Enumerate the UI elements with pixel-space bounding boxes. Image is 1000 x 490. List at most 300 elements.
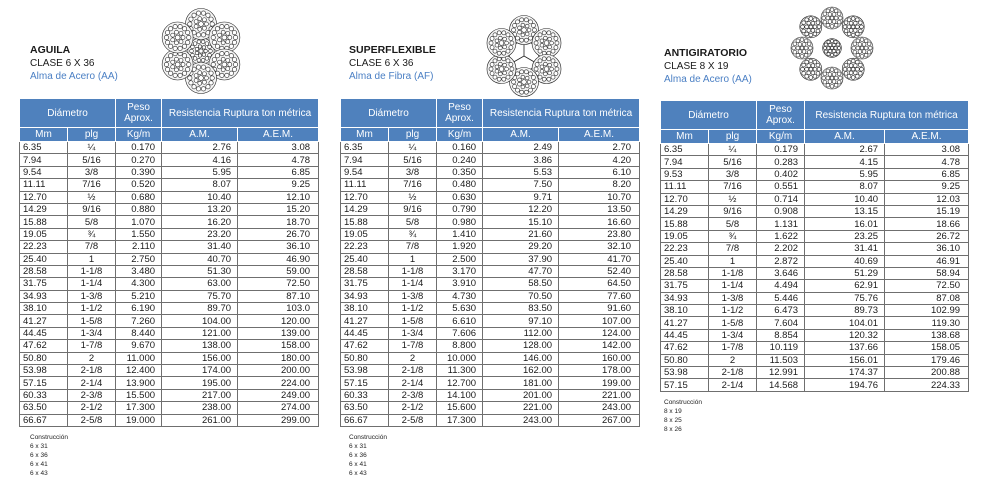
aem-cell: 107.00 [559, 315, 640, 327]
aem-cell: 87.08 [885, 292, 969, 304]
kgm-cell: 5.446 [757, 292, 805, 304]
construction-line: 6 x 31 [349, 443, 367, 450]
mm-cell: 14.29 [20, 203, 68, 215]
am-cell: 75.70 [162, 290, 238, 302]
am-cell: 162.00 [483, 365, 559, 377]
table-row [20, 253, 319, 265]
table-row [661, 255, 969, 267]
plg-cell: 1-3/8 [709, 292, 757, 304]
aem-cell: 36.10 [885, 243, 969, 255]
mm-cell: 11.11 [661, 181, 709, 193]
plg-cell: 1-1/2 [389, 303, 437, 315]
resistencia-header: Resistencia Ruptura ton métrica [483, 99, 640, 128]
table-row [341, 365, 640, 377]
am-cell: 174.37 [805, 367, 885, 379]
mm-cell: 9.54 [20, 166, 68, 178]
product-core: Alma de Acero (AA) [30, 71, 118, 82]
product-class: CLASE 6 X 36 [349, 58, 414, 69]
aem-cell: 124.00 [559, 327, 640, 339]
table-row [20, 303, 319, 315]
table-row [20, 166, 319, 178]
table-row [341, 352, 640, 364]
table-row [20, 389, 319, 401]
table-row [661, 156, 969, 168]
aem-cell: 119.30 [885, 317, 969, 329]
kgm-cell: 0.390 [116, 166, 162, 178]
am-cell: 195.00 [162, 377, 238, 389]
mm-cell: 66.67 [20, 414, 68, 426]
plg-cell: 9/16 [389, 203, 437, 215]
am-cell: 23.25 [805, 230, 885, 242]
mm-cell: 34.93 [661, 292, 709, 304]
table-row [20, 241, 319, 253]
table-row [341, 340, 640, 352]
table-row [341, 241, 640, 253]
aem-cell: 3.08 [238, 142, 319, 154]
table-row [20, 414, 319, 426]
table-row [341, 191, 640, 203]
kgm-cell: 14.568 [757, 379, 805, 391]
mm-header: Mm [661, 130, 709, 144]
aem-cell: 58.94 [885, 267, 969, 279]
mm-cell: 53.98 [20, 365, 68, 377]
table-row [20, 402, 319, 414]
kgm-cell: 2.202 [757, 243, 805, 255]
table-row [661, 218, 969, 230]
aem-cell: 139.00 [238, 327, 319, 339]
kgm-cell: 2.750 [116, 253, 162, 265]
aem-cell: 120.00 [238, 315, 319, 327]
am-cell: 51.30 [162, 265, 238, 277]
plg-cell: 1-3/8 [389, 290, 437, 302]
mm-cell: 50.80 [661, 354, 709, 366]
am-cell: 104.00 [162, 315, 238, 327]
aem-cell: 13.50 [559, 203, 640, 215]
table-row [20, 191, 319, 203]
aem-header: A.E.M. [559, 128, 640, 142]
plg-cell: 1-1/2 [709, 305, 757, 317]
aem-cell: 102.99 [885, 305, 969, 317]
am-cell: 146.00 [483, 352, 559, 364]
plg-cell: ¾ [68, 228, 116, 240]
table-row [20, 154, 319, 166]
aem-cell: 199.00 [559, 377, 640, 389]
plg-cell: 1-5/8 [709, 317, 757, 329]
mm-cell: 34.93 [341, 290, 389, 302]
table-row [661, 193, 969, 205]
plg-cell: ¾ [389, 228, 437, 240]
am-cell: 121.00 [162, 327, 238, 339]
plg-cell: 2-1/4 [68, 377, 116, 389]
table-row [341, 265, 640, 277]
aem-cell: 200.88 [885, 367, 969, 379]
plg-cell: 7/8 [709, 243, 757, 255]
plg-cell: 1-1/8 [68, 265, 116, 277]
am-cell: 70.50 [483, 290, 559, 302]
mm-cell: 9.53 [661, 168, 709, 180]
plg-cell: 1-7/8 [68, 340, 116, 352]
table-subheader-row [661, 130, 969, 144]
aem-cell: 32.10 [559, 241, 640, 253]
table-subheader-row [20, 128, 319, 142]
plg-cell: 2-1/2 [389, 402, 437, 414]
kgm-cell: 12.991 [757, 367, 805, 379]
plg-cell: ¾ [709, 230, 757, 242]
mm-cell: 31.75 [20, 278, 68, 290]
aem-cell: 41.70 [559, 253, 640, 265]
am-cell: 63.00 [162, 278, 238, 290]
am-cell: 201.00 [483, 389, 559, 401]
am-header: A.M. [805, 130, 885, 144]
am-cell: 97.10 [483, 315, 559, 327]
product-class: CLASE 6 X 36 [30, 58, 95, 69]
kgm-cell: 15.600 [437, 402, 483, 414]
table-row [341, 414, 640, 426]
table-row [341, 216, 640, 228]
aem-cell: 12.10 [238, 191, 319, 203]
diametro-header: Diámetro [341, 99, 437, 128]
mm-cell: 11.11 [20, 179, 68, 191]
mm-cell: 57.15 [20, 377, 68, 389]
table-row [20, 228, 319, 240]
kgm-cell: 1.550 [116, 228, 162, 240]
plg-cell: 2-3/8 [68, 389, 116, 401]
mm-cell: 47.62 [661, 342, 709, 354]
kgm-cell: 17.300 [116, 402, 162, 414]
plg-cell: 2-1/8 [709, 367, 757, 379]
mm-cell: 25.40 [661, 255, 709, 267]
plg-cell: 5/16 [709, 156, 757, 168]
aem-cell: 72.50 [238, 278, 319, 290]
kgm-cell: 0.790 [437, 203, 483, 215]
table-row [20, 315, 319, 327]
am-cell: 2.49 [483, 142, 559, 154]
plg-cell: 5/16 [389, 154, 437, 166]
aem-cell: 77.60 [559, 290, 640, 302]
aem-header: A.E.M. [238, 128, 319, 142]
am-cell: 128.00 [483, 340, 559, 352]
table-row [341, 402, 640, 414]
aem-cell: 249.00 [238, 389, 319, 401]
aem-cell: 9.25 [885, 181, 969, 193]
mm-cell: 44.45 [341, 327, 389, 339]
kgm-cell: 0.402 [757, 168, 805, 180]
aem-cell: 180.00 [238, 352, 319, 364]
plg-cell: 2 [389, 352, 437, 364]
kgm-cell: 5.210 [116, 290, 162, 302]
kgm-cell: 1.131 [757, 218, 805, 230]
kgm-cell: 0.908 [757, 205, 805, 217]
am-cell: 5.95 [805, 168, 885, 180]
kgm-cell: 1.622 [757, 230, 805, 242]
antigiratorio-construction-note [664, 398, 702, 434]
plg-cell: 1-5/8 [68, 315, 116, 327]
plg-cell: 7/8 [389, 241, 437, 253]
am-cell: 9.71 [483, 191, 559, 203]
aem-cell: 221.00 [559, 389, 640, 401]
kgm-cell: 0.283 [757, 156, 805, 168]
kgm-cell: 0.680 [116, 191, 162, 203]
am-header: A.M. [162, 128, 238, 142]
plg-header: plg [709, 130, 757, 144]
am-cell: 137.66 [805, 342, 885, 354]
resistencia-header: Resistencia Ruptura ton métrica [805, 101, 969, 130]
mm-cell: 47.62 [341, 340, 389, 352]
mm-cell: 60.33 [20, 389, 68, 401]
am-cell: 4.16 [162, 154, 238, 166]
product-core: Alma de Acero (AA) [664, 74, 752, 85]
am-cell: 156.01 [805, 354, 885, 366]
kgm-cell: 3.910 [437, 278, 483, 290]
mm-cell: 57.15 [661, 379, 709, 391]
kgm-cell: 8.440 [116, 327, 162, 339]
table-row [661, 342, 969, 354]
kgm-cell: 1.410 [437, 228, 483, 240]
am-cell: 16.20 [162, 216, 238, 228]
am-cell: 7.50 [483, 179, 559, 191]
aguila-table [19, 98, 319, 427]
am-cell: 194.76 [805, 379, 885, 391]
table-row [341, 142, 640, 154]
am-cell: 21.60 [483, 228, 559, 240]
am-cell: 8.07 [805, 181, 885, 193]
am-cell: 23.20 [162, 228, 238, 240]
aem-cell: 15.20 [238, 203, 319, 215]
mm-cell: 34.93 [20, 290, 68, 302]
mm-cell: 44.45 [20, 327, 68, 339]
mm-cell: 15.88 [341, 216, 389, 228]
table-row [661, 168, 969, 180]
kgm-cell: 8.800 [437, 340, 483, 352]
am-cell: 120.32 [805, 329, 885, 341]
mm-cell: 53.98 [341, 365, 389, 377]
am-cell: 221.00 [483, 402, 559, 414]
plg-cell: 2-5/8 [68, 414, 116, 426]
kgm-cell: 2.872 [757, 255, 805, 267]
am-cell: 29.20 [483, 241, 559, 253]
table-row [661, 144, 969, 156]
am-cell: 89.70 [162, 303, 238, 315]
aem-cell: 4.78 [238, 154, 319, 166]
plg-cell: 1 [389, 253, 437, 265]
aem-cell: 138.68 [885, 329, 969, 341]
plg-cell: 5/8 [68, 216, 116, 228]
plg-cell: 1-1/4 [68, 278, 116, 290]
plg-cell: 5/16 [68, 154, 116, 166]
am-cell: 83.50 [483, 303, 559, 315]
am-cell: 8.07 [162, 179, 238, 191]
plg-cell: ¼ [389, 142, 437, 154]
am-cell: 217.00 [162, 389, 238, 401]
aem-cell: 2.70 [559, 142, 640, 154]
product-name: SUPERFLEXIBLE [349, 44, 436, 56]
kgm-cell: 6.473 [757, 305, 805, 317]
table-row [20, 377, 319, 389]
aem-cell: 46.91 [885, 255, 969, 267]
construction-line: Construcción [349, 434, 387, 441]
kgm-cell: 2.110 [116, 241, 162, 253]
plg-cell: 9/16 [709, 205, 757, 217]
aem-cell: 16.60 [559, 216, 640, 228]
mm-cell: 31.75 [661, 280, 709, 292]
kgm-cell: 17.300 [437, 414, 483, 426]
am-cell: 89.73 [805, 305, 885, 317]
mm-cell: 6.35 [341, 142, 389, 154]
am-cell: 16.01 [805, 218, 885, 230]
aguila-construction-note [30, 433, 68, 478]
mm-cell: 41.27 [20, 315, 68, 327]
table-row [661, 280, 969, 292]
aem-cell: 52.40 [559, 265, 640, 277]
mm-cell: 7.94 [20, 154, 68, 166]
plg-cell: 1-1/2 [68, 303, 116, 315]
construction-line: Construcción [30, 434, 68, 441]
mm-cell: 63.50 [20, 402, 68, 414]
kgm-cell: 0.630 [437, 191, 483, 203]
kgm-cell: 0.714 [757, 193, 805, 205]
rope-6x36-fiber-core-icon [478, 14, 570, 98]
mm-cell: 57.15 [341, 377, 389, 389]
aem-cell: 103.0 [238, 303, 319, 315]
kgm-cell: 5.630 [437, 303, 483, 315]
plg-cell: 1-1/8 [389, 265, 437, 277]
mm-cell: 22.23 [661, 243, 709, 255]
aem-cell: 87.10 [238, 290, 319, 302]
table-row [341, 166, 640, 178]
am-cell: 2.76 [162, 142, 238, 154]
kgm-cell: 2.500 [437, 253, 483, 265]
plg-cell: 2-5/8 [389, 414, 437, 426]
mm-cell: 25.40 [341, 253, 389, 265]
kgm-cell: 3.646 [757, 267, 805, 279]
table-row [341, 179, 640, 191]
mm-cell: 12.70 [20, 191, 68, 203]
diametro-header: Diámetro [661, 101, 757, 130]
mm-cell: 25.40 [20, 253, 68, 265]
am-cell: 12.20 [483, 203, 559, 215]
am-cell: 40.69 [805, 255, 885, 267]
mm-header: Mm [341, 128, 389, 142]
kgm-cell: 0.160 [437, 142, 483, 154]
am-cell: 10.40 [162, 191, 238, 203]
mm-cell: 60.33 [341, 389, 389, 401]
am-cell: 3.86 [483, 154, 559, 166]
table-row [341, 315, 640, 327]
construction-line: 6 x 43 [30, 470, 48, 477]
plg-cell: 2 [709, 354, 757, 366]
kgm-cell: 11.300 [437, 365, 483, 377]
am-cell: 31.40 [162, 241, 238, 253]
mm-cell: 14.29 [661, 205, 709, 217]
mm-cell: 28.58 [661, 267, 709, 279]
plg-cell: 2 [68, 352, 116, 364]
table-row [661, 329, 969, 341]
kgm-cell: 0.350 [437, 166, 483, 178]
mm-cell: 6.35 [661, 144, 709, 156]
product-class: CLASE 8 X 19 [664, 61, 729, 72]
plg-cell: 3/8 [709, 168, 757, 180]
mm-cell: 41.27 [661, 317, 709, 329]
aem-cell: 12.03 [885, 193, 969, 205]
plg-cell: 9/16 [68, 203, 116, 215]
aem-cell: 18.66 [885, 218, 969, 230]
table-row [341, 377, 640, 389]
mm-cell: 47.62 [20, 340, 68, 352]
aem-cell: 178.00 [559, 365, 640, 377]
aem-cell: 10.70 [559, 191, 640, 203]
kgm-cell: 7.260 [116, 315, 162, 327]
product-name: AGUILA [30, 44, 71, 56]
kgm-cell: 0.551 [757, 181, 805, 193]
mm-cell: 38.10 [661, 305, 709, 317]
resistencia-header: Resistencia Ruptura ton métrica [162, 99, 319, 128]
table-header-row [341, 99, 640, 128]
am-cell: 10.40 [805, 193, 885, 205]
am-cell: 58.50 [483, 278, 559, 290]
table-row [341, 327, 640, 339]
plg-cell: 2-1/4 [389, 377, 437, 389]
mm-cell: 50.80 [341, 352, 389, 364]
aem-cell: 142.00 [559, 340, 640, 352]
plg-cell: 1-1/4 [709, 280, 757, 292]
plg-cell: 7/16 [68, 179, 116, 191]
kgm-cell: 4.494 [757, 280, 805, 292]
kgm-cell: 0.240 [437, 154, 483, 166]
aem-cell: 36.10 [238, 241, 319, 253]
aem-cell: 6.85 [238, 166, 319, 178]
kgm-cell: 4.300 [116, 278, 162, 290]
peso-header: Peso Aprox. [437, 99, 483, 128]
kgm-cell: 11.000 [116, 352, 162, 364]
am-cell: 138.00 [162, 340, 238, 352]
table-row [341, 253, 640, 265]
plg-cell: 1 [709, 255, 757, 267]
am-cell: 37.90 [483, 253, 559, 265]
aem-cell: 26.70 [238, 228, 319, 240]
am-cell: 51.29 [805, 267, 885, 279]
kgm-cell: 10.000 [437, 352, 483, 364]
kgm-cell: 13.900 [116, 377, 162, 389]
aem-cell: 4.20 [559, 154, 640, 166]
antigiratorio-header [664, 47, 752, 86]
table-row [20, 365, 319, 377]
aem-cell: 26.72 [885, 230, 969, 242]
plg-cell: 1-1/8 [709, 267, 757, 279]
mm-cell: 22.23 [20, 241, 68, 253]
am-cell: 261.00 [162, 414, 238, 426]
kgm-cell: 6.190 [116, 303, 162, 315]
mm-cell: 14.29 [341, 203, 389, 215]
kgm-cell: 0.179 [757, 144, 805, 156]
mm-cell: 12.70 [341, 191, 389, 203]
table-header-row [661, 101, 969, 130]
mm-cell: 22.23 [341, 241, 389, 253]
plg-cell: 2-1/8 [389, 365, 437, 377]
am-cell: 156.00 [162, 352, 238, 364]
mm-cell: 19.05 [341, 228, 389, 240]
am-cell: 15.10 [483, 216, 559, 228]
aem-cell: 3.08 [885, 144, 969, 156]
plg-cell: 1-1/4 [389, 278, 437, 290]
table-row [20, 278, 319, 290]
mm-cell: 44.45 [661, 329, 709, 341]
am-cell: 75.76 [805, 292, 885, 304]
kgm-cell: 6.610 [437, 315, 483, 327]
kgm-cell: 0.880 [116, 203, 162, 215]
aem-cell: 179.46 [885, 354, 969, 366]
table-row [661, 379, 969, 391]
product-core: Alma de Fibra (AF) [349, 71, 434, 82]
